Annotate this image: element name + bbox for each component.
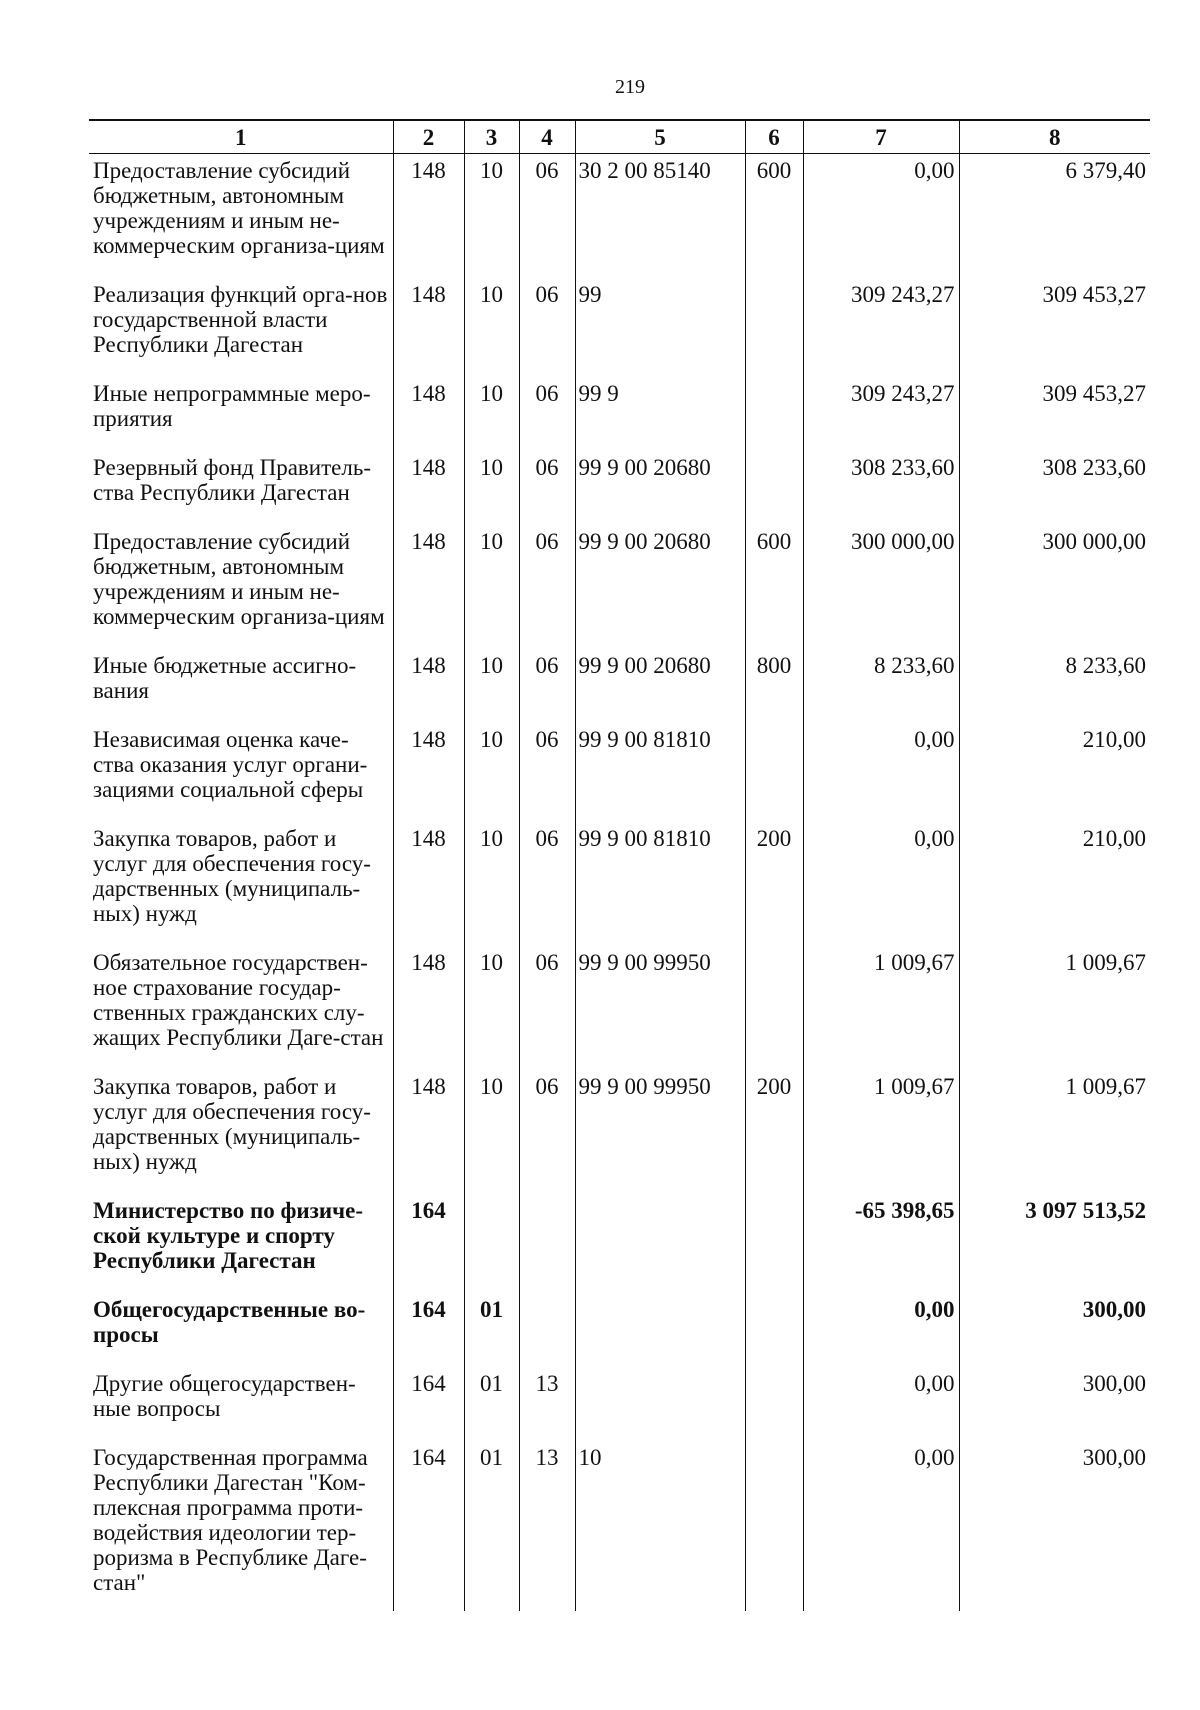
header-col-5: 5: [575, 120, 745, 154]
section-code-cell: 01: [464, 1437, 519, 1611]
target-article-cell: 99: [575, 274, 745, 373]
target-article-cell: 99 9 00 81810: [575, 818, 745, 942]
section-code-cell: 10: [464, 818, 519, 942]
subsection-code-cell: 13: [519, 1363, 575, 1437]
row-name-cell: Государственная программа Республики Дагестан "Ком-плексная программа проти-водействия идеологии тер-роризма в Республике Даге-стан": [93, 1445, 368, 1595]
table-row: [89, 373, 1150, 447]
row-name-cell: Резервный фонд Правитель-ства Республики Дагестан: [93, 455, 371, 505]
grbs-code-cell: 148: [393, 521, 464, 645]
section-code-cell: 10: [464, 447, 519, 521]
amount-total-cell: 6 379,40: [959, 154, 1150, 275]
row-name-cell: Закупка товаров, работ и услуг для обеспечения госу-дарственных (муниципаль-ных) нужд: [93, 826, 371, 926]
amount-total-cell: 1 009,67: [959, 942, 1150, 1066]
target-article-cell: 10: [575, 1437, 745, 1611]
amount-change-cell: -65 398,65: [803, 1190, 959, 1289]
section-code-cell: [464, 1190, 519, 1289]
section-code-cell: 10: [464, 719, 519, 818]
amount-total-cell: 210,00: [959, 818, 1150, 942]
target-article-cell: 99 9 00 81810: [575, 719, 745, 818]
header-col-6: 6: [745, 120, 803, 154]
target-article-cell: 99 9 00 99950: [575, 942, 745, 1066]
subsection-code-cell: 06: [519, 719, 575, 818]
amount-change-cell: 8 233,60: [803, 645, 959, 719]
target-article-cell: 99 9: [575, 373, 745, 447]
subsection-code-cell: 06: [519, 274, 575, 373]
section-code-cell: 01: [464, 1363, 519, 1437]
grbs-code-cell: 148: [393, 1066, 464, 1190]
grbs-code-cell: 148: [393, 818, 464, 942]
target-article-cell: 99 9 00 20680: [575, 645, 745, 719]
header-col-4: 4: [519, 120, 575, 154]
table-row: [89, 447, 1150, 521]
expense-type-cell: [745, 373, 803, 447]
budget-table: [89, 119, 1150, 1611]
expense-type-cell: [745, 719, 803, 818]
section-code-cell: 10: [464, 1066, 519, 1190]
expense-type-cell: 600: [745, 521, 803, 645]
amount-change-cell: 1 009,67: [803, 942, 959, 1066]
grbs-code-cell: 148: [393, 719, 464, 818]
table-row: [89, 1437, 1150, 1611]
grbs-code-cell: 148: [393, 942, 464, 1066]
amount-change-cell: 0,00: [803, 1289, 959, 1363]
target-article-cell: 99 9 00 20680: [575, 521, 745, 645]
amount-total-cell: 8 233,60: [959, 645, 1150, 719]
table-row: [89, 1066, 1150, 1190]
expense-type-cell: [745, 1437, 803, 1611]
amount-total-cell: 300,00: [959, 1437, 1150, 1611]
expense-type-cell: 200: [745, 1066, 803, 1190]
amount-total-cell: 300,00: [959, 1363, 1150, 1437]
header-col-8: 8: [959, 120, 1150, 154]
expense-type-cell: [745, 274, 803, 373]
expense-type-cell: 200: [745, 818, 803, 942]
grbs-code-cell: 164: [393, 1289, 464, 1363]
target-article-cell: 99 9 00 99950: [575, 1066, 745, 1190]
grbs-code-cell: 164: [393, 1437, 464, 1611]
row-name-cell: Иные непрограммные меро-приятия: [93, 381, 371, 431]
table-row: [89, 521, 1150, 645]
row-name-cell: Реализация функций орга-нов государственной власти Республики Дагестан: [93, 282, 388, 357]
header-row: [89, 120, 1150, 154]
grbs-code-cell: 164: [393, 1190, 464, 1289]
target-article-cell: 99 9 00 20680: [575, 447, 745, 521]
subsection-code-cell: 06: [519, 1066, 575, 1190]
grbs-code-cell: 148: [393, 645, 464, 719]
subsection-code-cell: 06: [519, 818, 575, 942]
amount-total-cell: 309 453,27: [959, 274, 1150, 373]
subsection-code-cell: 06: [519, 154, 575, 275]
amount-total-cell: 300,00: [959, 1289, 1150, 1363]
row-name-cell: Министерство по физиче-ской культуре и спорту Республики Дагестан: [93, 1198, 363, 1273]
subsection-code-cell: 13: [519, 1437, 575, 1611]
amount-change-cell: 309 243,27: [803, 274, 959, 373]
header-col-2: 2: [393, 120, 464, 154]
target-article-cell: [575, 1289, 745, 1363]
table-row: [89, 942, 1150, 1066]
table-row: [89, 719, 1150, 818]
target-article-cell: 30 2 00 85140: [575, 154, 745, 275]
amount-total-cell: 210,00: [959, 719, 1150, 818]
amount-change-cell: 0,00: [803, 1437, 959, 1611]
table-row: [89, 1190, 1150, 1289]
grbs-code-cell: 148: [393, 274, 464, 373]
page-number: 219: [615, 76, 645, 98]
section-code-cell: 10: [464, 521, 519, 645]
grbs-code-cell: 148: [393, 373, 464, 447]
amount-change-cell: 0,00: [803, 818, 959, 942]
row-name-cell: Обязательное государствен-ное страхование государ-ственных гражданских слу-жащих Республики Даге-стан: [93, 950, 384, 1050]
expense-type-cell: [745, 1363, 803, 1437]
target-article-cell: [575, 1363, 745, 1437]
row-name-cell: Предоставление субсидий бюджетным, автономным учреждениям и иным не-коммерческим организа-циям: [93, 529, 385, 629]
expense-type-cell: 800: [745, 645, 803, 719]
expense-type-cell: [745, 1190, 803, 1289]
target-article-cell: [575, 1190, 745, 1289]
row-name-cell: Независимая оценка каче-ства оказания услуг органи-зациями социальной сферы: [93, 727, 368, 802]
amount-total-cell: 3 097 513,52: [959, 1190, 1150, 1289]
subsection-code-cell: 06: [519, 447, 575, 521]
amount-total-cell: 300 000,00: [959, 521, 1150, 645]
table-body: [89, 154, 1150, 1612]
row-name-cell: Закупка товаров, работ и услуг для обеспечения госу-дарственных (муниципаль-ных) нужд: [93, 1074, 371, 1174]
section-code-cell: 10: [464, 942, 519, 1066]
grbs-code-cell: 148: [393, 154, 464, 275]
header-col-7: 7: [803, 120, 959, 154]
table-row: [89, 1363, 1150, 1437]
amount-total-cell: 1 009,67: [959, 1066, 1150, 1190]
expense-type-cell: [745, 447, 803, 521]
subsection-code-cell: 06: [519, 373, 575, 447]
section-code-cell: 10: [464, 154, 519, 275]
section-code-cell: 10: [464, 274, 519, 373]
subsection-code-cell: 06: [519, 521, 575, 645]
table-row: [89, 274, 1150, 373]
subsection-code-cell: 06: [519, 645, 575, 719]
header-col-3: 3: [464, 120, 519, 154]
subsection-code-cell: [519, 1190, 575, 1289]
expense-type-cell: [745, 1289, 803, 1363]
row-name-cell: Другие общегосударствен-ные вопросы: [93, 1371, 356, 1421]
row-name-cell: Предоставление субсидий бюджетным, автономным учреждениям и иным не-коммерческим организа-циям: [93, 158, 385, 258]
subsection-code-cell: 06: [519, 942, 575, 1066]
grbs-code-cell: 164: [393, 1363, 464, 1437]
row-name-cell: Иные бюджетные ассигно-вания: [93, 653, 357, 703]
expense-type-cell: 600: [745, 154, 803, 275]
amount-change-cell: 300 000,00: [803, 521, 959, 645]
subsection-code-cell: [519, 1289, 575, 1363]
grbs-code-cell: 148: [393, 447, 464, 521]
amount-total-cell: 308 233,60: [959, 447, 1150, 521]
expense-type-cell: [745, 942, 803, 1066]
amount-change-cell: 0,00: [803, 719, 959, 818]
amount-change-cell: 1 009,67: [803, 1066, 959, 1190]
section-code-cell: 10: [464, 373, 519, 447]
row-name-cell: Общегосударственные во-просы: [93, 1297, 366, 1347]
amount-change-cell: 0,00: [803, 154, 959, 275]
table-row: [89, 818, 1150, 942]
table-row: [89, 1289, 1150, 1363]
amount-change-cell: 0,00: [803, 1363, 959, 1437]
table-row: [89, 645, 1150, 719]
amount-change-cell: 308 233,60: [803, 447, 959, 521]
section-code-cell: 01: [464, 1289, 519, 1363]
amount-total-cell: 309 453,27: [959, 373, 1150, 447]
table-row: [89, 154, 1150, 275]
amount-change-cell: 309 243,27: [803, 373, 959, 447]
section-code-cell: 10: [464, 645, 519, 719]
header-col-1: 1: [89, 120, 393, 154]
